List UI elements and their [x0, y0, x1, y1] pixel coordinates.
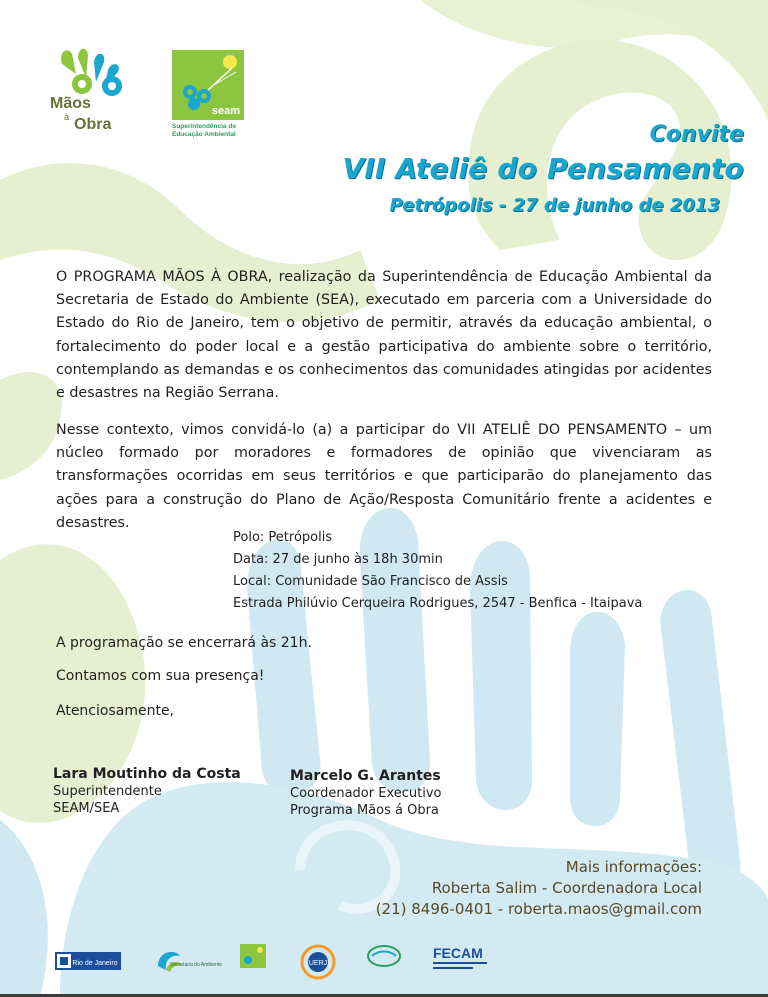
event-date-title: Petrópolis - 27 de junho de 2013 [389, 195, 720, 216]
maos-a-word: à [64, 112, 70, 122]
seam-subtitle: Superintendência de Educação Ambiental [172, 123, 236, 138]
ambiente-logo-text: Secretaria do Ambiente [170, 962, 222, 968]
environment-icon [152, 942, 222, 978]
event-date: Data: 27 de junho às 18h 30min [233, 552, 443, 567]
uerj-seal-icon [298, 942, 338, 982]
seam-logo-box [172, 50, 244, 120]
event-details [233, 527, 642, 615]
signature-org: Programa Mãos á Obra [290, 803, 439, 818]
contact-title: Mais informações: [565, 858, 702, 876]
rio-logo-text: Rio de Janeiro [72, 960, 118, 967]
signature-name: Marcelo G. Arantes [290, 768, 441, 784]
rio-de-janeiro-logo [55, 942, 121, 978]
signature-role: Superintendente [53, 784, 162, 799]
fecam-logo-text: FECAM [433, 945, 483, 961]
obra-word: Obra [74, 116, 112, 133]
schedule-end: A programação se encerrará às 21h. [56, 635, 312, 651]
rio-government-icon [55, 942, 121, 978]
event-title: VII Ateliê do Pensamento [342, 152, 744, 185]
signature-org: SEAM/SEA [53, 801, 120, 816]
fecam-logo [433, 942, 489, 978]
signature-superintendent [53, 766, 241, 817]
signature-name: Lara Moutinho da Costa [53, 766, 241, 782]
uerj-logo [298, 942, 338, 978]
contact-phone-email: (21) 8496-0401 - roberta.maos@gmail.com [375, 900, 702, 918]
maos-a-obra-logo [50, 44, 140, 139]
regards-line: Atenciosamente, [56, 703, 175, 719]
uerj-logo-text: UERJ [308, 960, 328, 967]
fecam-icon [433, 942, 489, 978]
paragraph-invitation: Nesse contexto, vimos convidá-lo (a) a participar do VII ATELIÊ DO PENSAMENTO – um núcleo formado por moradores e formadores de opinião que vivenciaram as transformações ocorridas em seus territórios e que participarão do planejamento das ações para a construção do Plano de Ação/Resposta Comunitário frente a acidentes e desastres. [56, 422, 712, 531]
signature-coordinator [290, 768, 442, 819]
inea-logo [366, 942, 402, 978]
seam-footer-logo [240, 942, 266, 978]
event-polo: Polo: Petrópolis [233, 530, 333, 545]
seam-small-icon [240, 942, 266, 978]
event-location: Local: Comunidade São Francisco de Assis [233, 574, 508, 589]
maos-word: Mãos [50, 95, 91, 112]
paragraph-intro: O PROGRAMA MÃOS À OBRA, realização da Superintendência de Educação Ambiental da Secretaria de Estado do Ambiente (SEA), executado em parceria com a Universidade do Estado do Rio de Janeiro, tem o objetivo de permitir, através da educação ambiental, o fortalecimento do poder local e a gestão participativa do ambiente sobre o território, contemplando as demandas e os conhecimentos das comunidades atingidas por acidentes e desastres na Região Serrana. [56, 269, 712, 402]
inea-icon [366, 942, 402, 978]
seam-logo [172, 50, 247, 145]
signature-role: Coordenador Executivo [290, 786, 442, 801]
seam-word: seam [211, 105, 240, 117]
contact-person: Roberta Salim - Coordenadora Local [431, 879, 702, 897]
invitation-label: Convite [649, 122, 744, 147]
hands-icon [50, 44, 140, 99]
contact-info [376, 857, 702, 920]
event-address: Estrada Philúvio Cerqueira Rodrigues, 2547 - Benfica - Itaipava [233, 596, 643, 611]
presence-line: Contamos com sua presença! [56, 668, 265, 684]
secretaria-ambiente-logo [152, 942, 222, 978]
